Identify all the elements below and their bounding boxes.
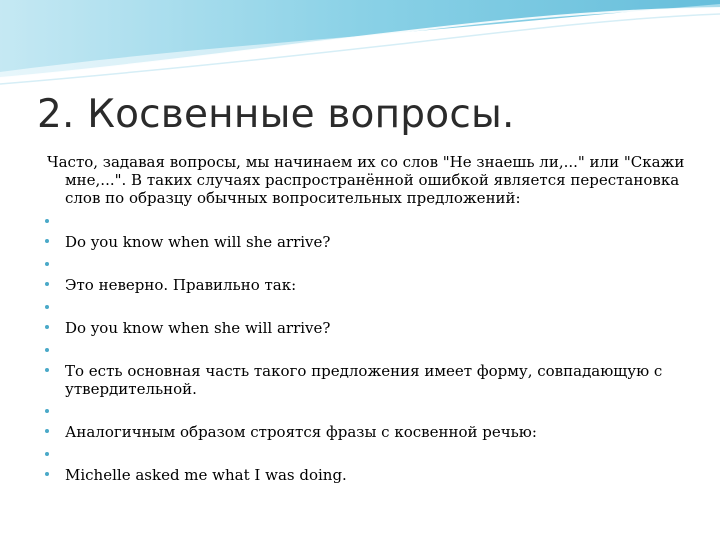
bullet-marker [45, 409, 49, 413]
intro-paragraph: Часто, задавая вопросы, мы начинаем их со слов "Не знаешь ли,..." или "Скажи мне,...". В таких случаях распространённой ошибкой является перестановка слов по образцу обычных вопросительных предложений: [47, 153, 685, 207]
bullet-text: Michelle asked me what I was doing. [65, 466, 347, 484]
bullet-text: Это неверно. Правильно так: [65, 276, 297, 294]
bullet-marker [45, 325, 49, 329]
bullet-marker [45, 305, 49, 309]
bullet-marker [45, 429, 49, 433]
bullet-marker [45, 368, 49, 372]
bullet-text: Do you know when she will arrive? [65, 319, 331, 337]
bullet-marker [45, 282, 49, 286]
header-wave-decoration [0, 0, 720, 90]
bullet-marker [45, 472, 49, 476]
slide-title: 2. Косвенные вопросы. [37, 92, 515, 137]
bullet-marker [45, 452, 49, 456]
bullet-marker [45, 348, 49, 352]
bullet-text: Do you know when will she arrive? [65, 233, 331, 251]
bullet-text: То есть основная часть такого предложения имеет форму, совпадающую с утвердительной. [65, 362, 663, 398]
bullet-text: Аналогичным образом строятся фразы с косвенной речью: [65, 423, 537, 441]
bullet-marker [45, 239, 49, 243]
bullet-marker [45, 219, 49, 223]
bullet-marker [45, 262, 49, 266]
